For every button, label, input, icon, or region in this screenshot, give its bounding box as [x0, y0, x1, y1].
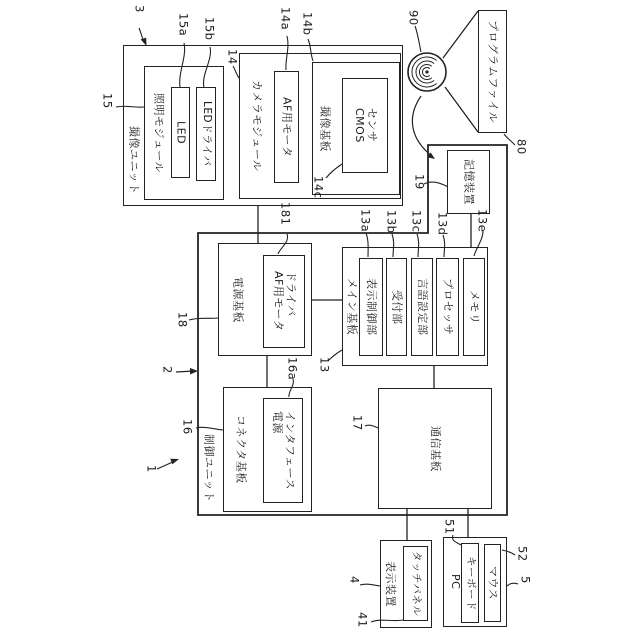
ref-2-text: 2: [160, 366, 175, 374]
box-display-control: [359, 258, 383, 356]
leader-5: [507, 583, 518, 586]
ref-15a: [176, 13, 190, 45]
ref-13e-text: 13e: [475, 209, 490, 233]
ref-181-text: 181: [278, 202, 293, 226]
led-driver-label: LEDドライバ: [200, 101, 213, 167]
box-reception: [386, 258, 407, 356]
ref-15-text: 15: [100, 93, 115, 109]
display-device-label: 表示装置: [384, 561, 398, 607]
leader-18: [189, 318, 218, 320]
ref-3-text: 3: [132, 5, 147, 13]
ref-14a-text: 14a: [278, 7, 293, 31]
ref-90: [406, 10, 420, 36]
optical-disc-icon: [408, 53, 446, 91]
ref-18: [175, 312, 189, 338]
ref-14c-text: 14c: [311, 176, 326, 199]
ref-13a: [358, 209, 372, 241]
leader-17: [365, 425, 378, 428]
ref-14: [225, 49, 239, 75]
leader-4: [360, 584, 380, 586]
box-storage-device: [447, 150, 490, 214]
box-power-interface: [263, 398, 303, 503]
ref-5: [518, 576, 532, 591]
arrow-1-head: [170, 459, 179, 464]
ref-13c: [409, 210, 423, 242]
ref-181: [278, 202, 292, 236]
ref-2: [160, 366, 174, 381]
language-setting-label: 言語設定部: [416, 278, 430, 336]
pc-label-wrap: [448, 537, 462, 627]
imaging-board-label: 撮像基板: [318, 105, 332, 152]
box-mouse: [484, 544, 501, 622]
keyboard-label: キーボード: [464, 555, 477, 611]
ref-14b: [300, 12, 314, 44]
ref-90-text: 90: [406, 10, 421, 26]
control-unit-label: 制御ユニット: [202, 434, 216, 503]
ref-14a: [278, 7, 292, 39]
ref-14c: [311, 176, 325, 208]
ref-13b: [384, 210, 398, 242]
connector-board-label: コネクタ基板: [234, 415, 248, 484]
ref-15b-text: 15b: [202, 17, 217, 41]
box-touch-panel: [403, 546, 428, 621]
box-language-setting: [411, 258, 433, 356]
box-comm-board: [378, 388, 492, 509]
power-interface-label: 電源 インタフェース: [271, 411, 297, 490]
imaging-unit-label-wrap: [126, 118, 141, 203]
ref-14b-text: 14b: [300, 12, 315, 36]
ref-17-text: 17: [350, 415, 365, 431]
ref-15a-text: 15a: [176, 13, 191, 37]
ref-5-text: 5: [518, 576, 533, 584]
illumination-module-label-wrap: [151, 66, 166, 200]
ref-1-text: 1: [144, 465, 159, 473]
ref-80-text: 80: [514, 139, 529, 155]
box-cmos-sensor: [342, 78, 388, 173]
ref-15: [100, 93, 114, 119]
ref-13: [317, 357, 331, 383]
main-board-label: メイン基板: [345, 277, 359, 336]
ref-17: [350, 415, 364, 441]
pc-label: PC: [449, 574, 463, 590]
ref-51: [442, 519, 456, 545]
ref-16: [180, 419, 194, 445]
box-processor: [436, 258, 459, 356]
processor-label: プロセッサ: [441, 278, 455, 336]
power-board-label-wrap: [230, 243, 245, 356]
af-motor-label: AF用モータ: [280, 96, 294, 158]
ref-13a-text: 13a: [358, 209, 373, 233]
ref-1: [144, 465, 158, 480]
touch-panel-label: タッチパネル: [410, 550, 423, 617]
box-af-motor: [274, 71, 299, 183]
box-led: [171, 87, 190, 178]
ref-52: [515, 546, 529, 572]
ref-41-text: 41: [355, 612, 370, 628]
box-led-driver: [196, 87, 216, 181]
cmos-sensor-label: CMOS センサ: [353, 108, 379, 143]
control-unit-label-wrap: [201, 426, 216, 511]
ref-4: [347, 576, 361, 591]
disc-callout-lines: [443, 11, 478, 132]
display-control-label: 表示制御部: [365, 278, 379, 336]
box-keyboard: [461, 543, 479, 623]
ref-16a-text: 16a: [285, 357, 300, 381]
ref-13-text: 13: [317, 357, 332, 373]
arrow-2-head: [190, 368, 198, 375]
connector-board-label-wrap: [233, 387, 248, 512]
led-label: LED: [174, 120, 188, 145]
camera-module-label: カメラモジュール: [250, 80, 264, 172]
comm-board-label: 通信基板: [429, 425, 443, 472]
memory-label: メモリ: [468, 289, 482, 325]
ref-13c-text: 13c: [409, 210, 424, 233]
ref-80: [514, 139, 528, 165]
ref-14-text: 14: [225, 49, 240, 65]
ref-52-text: 52: [515, 546, 530, 562]
camera-module-label-wrap: [249, 53, 264, 199]
box-af-motor-driver: [263, 255, 305, 348]
ref-3: [132, 5, 146, 31]
ref-13d-text: 13d: [435, 212, 450, 236]
ref-41: [355, 612, 369, 638]
ref-16a: [285, 357, 299, 389]
ref-13b-text: 13b: [384, 210, 399, 234]
display-device-label-wrap: [383, 540, 397, 628]
imaging-unit-label: 撮像ユニット: [127, 126, 141, 195]
mouse-label: マウス: [486, 565, 500, 601]
ref-16-text: 16: [180, 419, 195, 435]
ref-4-text: 4: [347, 576, 362, 584]
box-memory: [463, 258, 485, 356]
box-program-file: [478, 10, 507, 133]
ref-51-text: 51: [442, 519, 457, 535]
ref-15b: [202, 17, 216, 49]
ref-13d: [435, 212, 449, 244]
ref-19: [412, 174, 426, 200]
disc-to-storage-arrow: [412, 96, 433, 157]
program-file-label: プログラムファイル: [486, 19, 500, 124]
ref-13e: [475, 209, 489, 241]
af-motor-driver-label: AF用モータ ドライバ: [272, 271, 298, 332]
illumination-module-label: 照明モジュール: [152, 92, 166, 174]
storage-device-label: 記憶装置: [462, 159, 476, 205]
power-board-label: 電源基板: [231, 276, 245, 323]
ref-18-text: 18: [175, 312, 190, 328]
main-board-label-wrap: [344, 247, 359, 366]
ref-19-text: 19: [412, 174, 427, 190]
reception-label: 受付部: [390, 289, 404, 325]
